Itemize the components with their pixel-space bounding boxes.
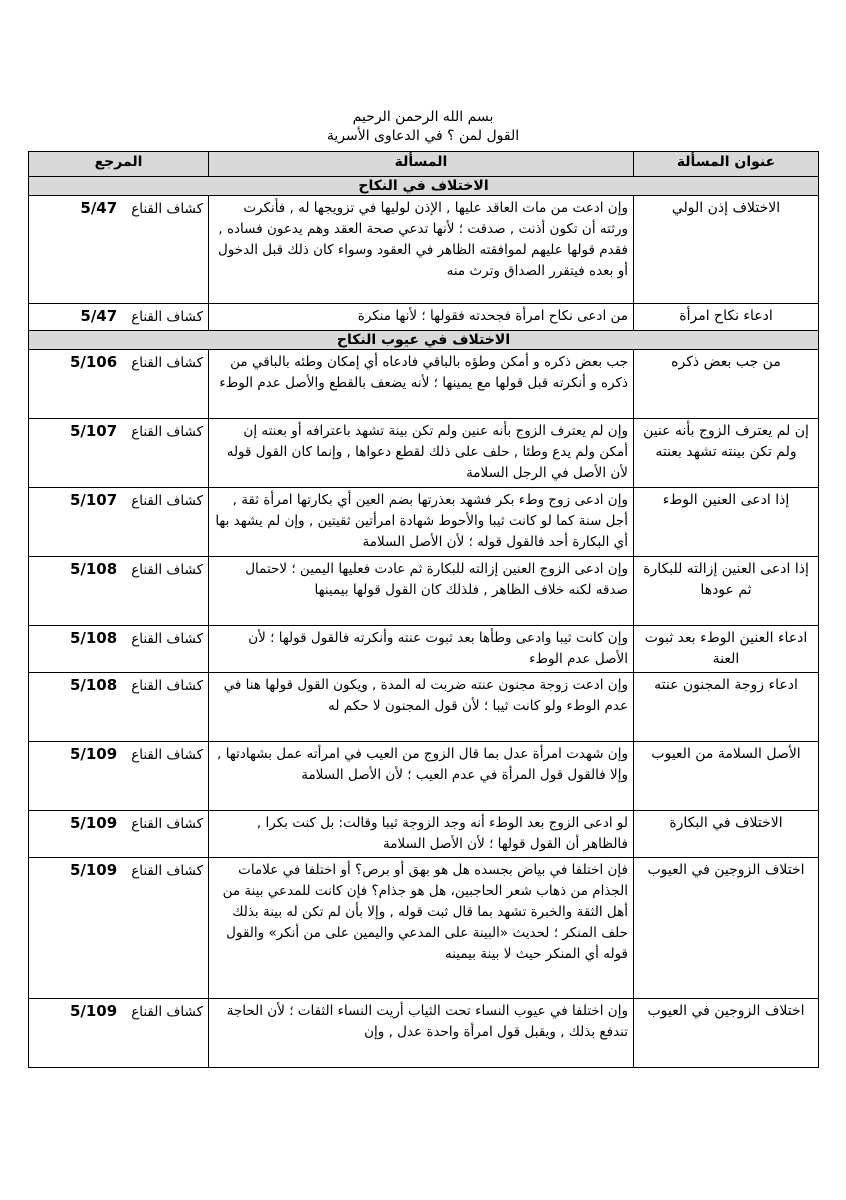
table-row [29, 626, 819, 673]
reference-page: 5/108 [69, 676, 118, 694]
issue-text: وإن شهدت امرأة عدل بما قال الزوج من العيب في امرأته عمل بشهادتها , وإلا فالقول قول المرأة في عدم العيب ؛ لأن الأصل السلامة [209, 742, 634, 811]
reference-book: كشاف القناع [131, 355, 203, 371]
issue-text: من ادعى نكاح امرأة فجحدته فقولها ؛ لأنها منكرة [209, 304, 634, 331]
column-header-title: عنوان المسألة [634, 152, 819, 177]
table-row [29, 488, 819, 557]
reference-book: كشاف القناع [131, 631, 203, 647]
reference-page: 5/106 [69, 353, 118, 371]
reference-cell [29, 419, 209, 488]
table-body [29, 177, 819, 1068]
reference-book: كشاف القناع [131, 201, 203, 217]
reference-cell [29, 196, 209, 304]
section-row [29, 177, 819, 196]
reference-book: كشاف القناع [131, 424, 203, 440]
issue-title: اختلاف الزوجين في العيوب [634, 999, 819, 1068]
issue-title: الأصل السلامة من العيوب [634, 742, 819, 811]
column-header-text: المسألة [209, 152, 634, 177]
reference-book: كشاف القناع [131, 493, 203, 509]
issue-title: من جب بعض ذكره [634, 350, 819, 419]
table-header-row [29, 152, 819, 177]
reference-cell [29, 488, 209, 557]
reference-page: 5/108 [69, 560, 118, 578]
reference-page: 5/109 [69, 861, 118, 879]
reference-book: كشاف القناع [131, 816, 203, 832]
reference-cell [29, 350, 209, 419]
issue-text: وإن لم يعترف الزوج بأنه عنين ولم تكن بينة تشهد باعترافه أو بعنته إن أمكن ولم يدع وطئا , حلف على ذلك لقطع دعواها , وإنما كان القول قوله لأن الأصل في الرجل السلامة [209, 419, 634, 488]
reference-cell [29, 626, 209, 673]
issue-title: اختلاف الزوجين في العيوب [634, 858, 819, 999]
reference-page: 5/47 [80, 307, 118, 325]
reference-cell [29, 304, 209, 331]
issue-text: وإن ادعى زوج وطء بكر فشهد بعذرتها بضم العين أي بكارتها امرأة ثقة , أجل سنة كما لو كانت ثيبا والأحوط شهادة امرأتين ثقيتين , وإن لم يشهد بها أي البكارة أحد فالقول قوله ؛ لأن الأصل السلامة [209, 488, 634, 557]
issue-title: الاختلاف في البكارة [634, 811, 819, 858]
issue-title: ادعاء نكاح امرأة [634, 304, 819, 331]
reference-book: كشاف القناع [131, 863, 203, 879]
issue-title: ادعاء زوجة المجنون عنته [634, 673, 819, 742]
section-label: الاختلاف في عيوب النكاح [29, 331, 819, 350]
reference-page: 5/107 [69, 422, 118, 440]
table-row [29, 858, 819, 999]
issue-text: لو ادعى الزوج بعد الوطء أنه وجد الزوجة ثيبا وقالت: بل كنت بكرا , فالظاهر أن القول قولها ؛ لأن الأصل السلامة [209, 811, 634, 858]
rulings-table [28, 151, 819, 1068]
table-row [29, 742, 819, 811]
issue-text: وإن ادعت زوجة مجنون عنته ضربت له المدة , ويكون القول قولها هنا في عدم الوطء ولو كانت ثيبا ؛ لأن قول المجنون لا حكم له [209, 673, 634, 742]
reference-page: 5/108 [69, 629, 118, 647]
reference-book: كشاف القناع [131, 1004, 203, 1020]
table-row [29, 350, 819, 419]
reference-cell [29, 673, 209, 742]
basmala: بسم الله الرحمن الرحيم [352, 109, 494, 125]
reference-book: كشاف القناع [131, 747, 203, 763]
section-label: الاختلاف في النكاح [29, 177, 819, 196]
issue-text: وإن ادعى الزوج العنين إزالته للبكارة ثم عادت فعليها اليمين ؛ لاحتمال صدقه لكنه خلاف الظاهر , فلذلك كان القول قولها بيمينها [209, 557, 634, 626]
reference-book: كشاف القناع [131, 309, 203, 325]
table-row [29, 999, 819, 1068]
table-row [29, 196, 819, 304]
reference-cell [29, 742, 209, 811]
issue-text: فإن اختلفا في بياض بجسده هل هو بهق أو برص؟ أو اختلفا في علامات الجذام من ذهاب شعر الحاجبين، هل هو جذام؟ فإن كانت للمدعي بينة من أهل الثقة والخبرة تشهد بما قال ثبت قوله , وإلا بأن لم تكن له بينة بذلك حلف المنكر ؛ لحديث «البينة على المدعي واليمين على من أنكر» والقول قوله أي المنكر حيث لا بينة بيمينه [209, 858, 634, 999]
issue-text: وإن كانت ثيبا وادعى وطأها بعد ثبوت عنته وأنكرته فالقول قولها ؛ لأن الأصل عدم الوطء [209, 626, 634, 673]
table-row [29, 419, 819, 488]
document-header [0, 108, 846, 146]
document-title: القول لمن ؟ في الدعاوى الأسرية [326, 128, 520, 144]
issue-text: وإن ادعت من مات العاقد عليها , الإذن لوليها في تزويجها له , فأنكرت ورثته أن تكون أذنت , صدقت ؛ لأنها تدعي صحة العقد وهم يدعون فساده , فقدم قولها عليهم لموافقته الظاهر في العقود وسواء كان ذلك قبل الدخول أو بعده فيتقرر الصداق وترث منه [209, 196, 634, 304]
reference-cell [29, 811, 209, 858]
table-row [29, 304, 819, 331]
column-header-ref: المرجع [29, 152, 209, 177]
reference-page: 5/109 [69, 745, 118, 763]
reference-page: 5/109 [69, 1002, 118, 1020]
section-row [29, 331, 819, 350]
table-row [29, 557, 819, 626]
reference-page: 5/47 [80, 199, 118, 217]
reference-cell [29, 999, 209, 1068]
reference-cell [29, 858, 209, 999]
issue-title: إذا ادعى العنين الوطء [634, 488, 819, 557]
reference-cell [29, 557, 209, 626]
issue-text: جب بعض ذكره و أمكن وطؤه بالباقي فادعاه أي إمكان وطئه بالباقي من ذكره و أنكرته قبل قولها مع يمينها ؛ لأنه يضعف بالقطع والأصل عدم الوطء [209, 350, 634, 419]
reference-page: 5/109 [69, 814, 118, 832]
reference-book: كشاف القناع [131, 562, 203, 578]
issue-text: وإن اختلفا في عيوب النساء تحت الثياب أريت النساء الثقات ؛ لأن الحاجة تندفع بذلك , ويقبل قول امرأة واحدة عدل , وإن [209, 999, 634, 1068]
issue-title: إن لم يعترف الزوج بأنه عنين ولم تكن بينته تشهد بعنته [634, 419, 819, 488]
issue-title: الاختلاف إذن الولي [634, 196, 819, 304]
reference-page: 5/107 [69, 491, 118, 509]
table-row [29, 673, 819, 742]
issue-title: إذا ادعى العنين إزالته للبكارة ثم عودها [634, 557, 819, 626]
table-row [29, 811, 819, 858]
issue-title: ادعاء العنين الوطء بعد ثبوت العنة [634, 626, 819, 673]
reference-book: كشاف القناع [131, 678, 203, 694]
